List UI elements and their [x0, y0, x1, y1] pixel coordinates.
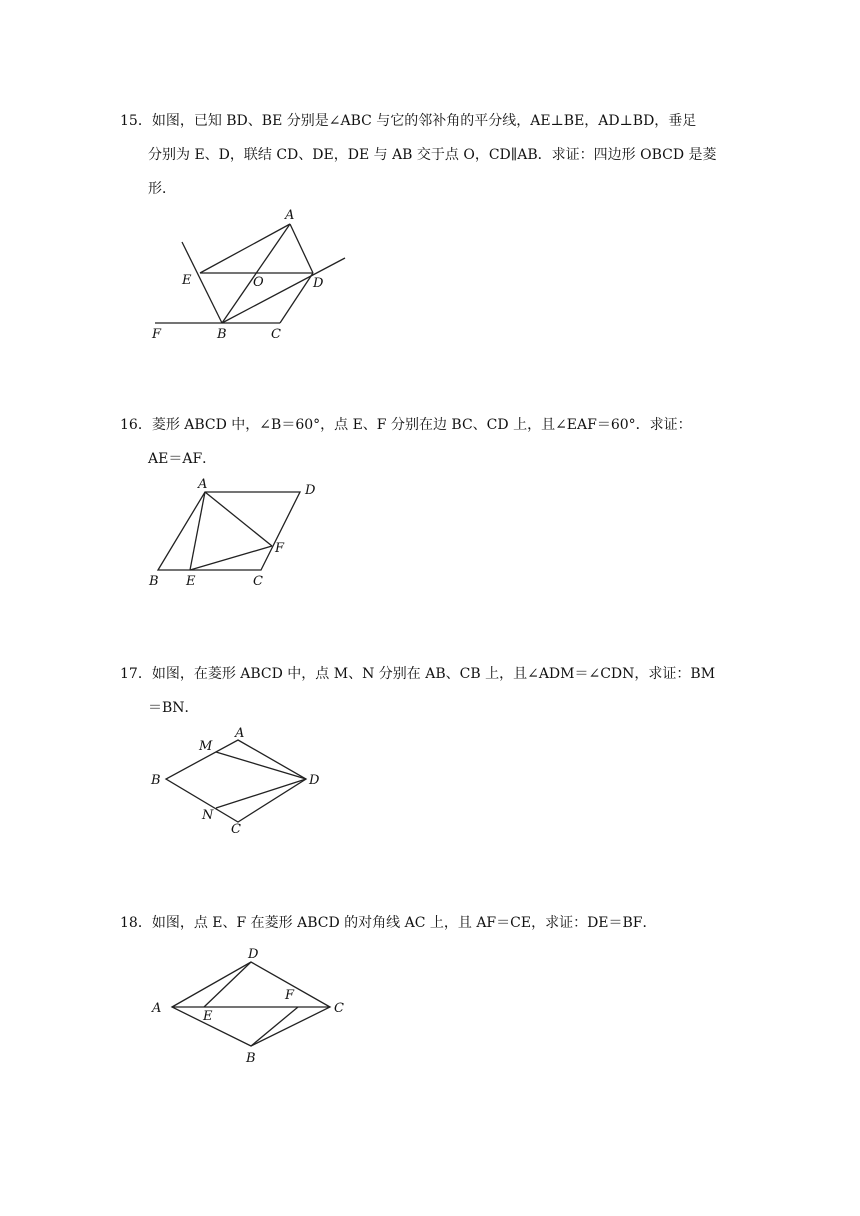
line-ea — [200, 224, 290, 273]
label-a: A — [235, 726, 245, 741]
label-c: C — [334, 1001, 344, 1016]
label-f: F — [285, 988, 295, 1003]
label-f: F — [152, 327, 162, 342]
problem-17 — [120, 657, 740, 725]
problem-16-line-2: AE＝AF． — [148, 451, 217, 467]
line-cd — [280, 273, 313, 323]
label-d: D — [248, 947, 259, 962]
label-e: E — [203, 1009, 213, 1024]
label-e: E — [182, 273, 192, 288]
line-af — [205, 492, 272, 546]
label-a: A — [152, 1001, 162, 1016]
problem-15-line-2: 分别为 E、D，联结 CD、DE，DE 与 AB 交于点 O，CD∥AB．求证：四边形 OBCD 是菱 — [148, 147, 717, 163]
problem-18-figure — [140, 940, 360, 1075]
label-c: C — [253, 574, 263, 589]
problem-16-figure — [140, 474, 340, 594]
label-o: O — [253, 275, 264, 290]
problem-15-line-1: 15．如图，已知 BD、BE 分别是∠ABC 与它的邻补角的平分线，AE⊥BE，AD⊥BD，垂足 — [120, 113, 697, 129]
problem-16 — [120, 408, 740, 476]
problem-17-line-1: 17．如图，在菱形 ABCD 中，点 M、N 分别在 AB、CB 上，且∠ADM＝∠CDN，求证：BM — [120, 666, 716, 682]
label-d: D — [305, 483, 316, 498]
label-a: A — [198, 477, 208, 492]
label-d: D — [313, 276, 324, 291]
label-c: C — [231, 822, 241, 837]
label-b: B — [246, 1051, 256, 1066]
label-e: E — [186, 574, 196, 589]
line-dn — [216, 779, 306, 808]
rhombus-abcd — [172, 962, 330, 1046]
problem-17-line-2: ＝BN． — [148, 700, 199, 716]
problem-17-figure — [140, 722, 340, 842]
problem-15-figure — [140, 200, 360, 350]
label-b: B — [151, 773, 161, 788]
label-n: N — [202, 808, 214, 823]
problem-16-line-1: 16．菱形 ABCD 中，∠B＝60°，点 E、F 分别在边 BC、CD 上，且∠EAF＝60°．求证： — [120, 417, 692, 433]
line-ef — [190, 546, 272, 570]
problem-15 — [120, 104, 740, 206]
line-ad — [290, 224, 313, 273]
line-bd-ext — [222, 258, 345, 323]
problem-18-line-1: 18．如图，点 E、F 在菱形 ABCD 的对角线 AC 上，且 AF＝CE，求证：DE＝BF． — [120, 915, 657, 931]
rhombus-abcd — [166, 740, 306, 822]
problem-18 — [120, 906, 740, 940]
label-d: D — [309, 773, 320, 788]
label-m: M — [199, 739, 213, 754]
label-a: A — [285, 208, 295, 223]
label-c: C — [271, 327, 281, 342]
label-b: B — [149, 574, 159, 589]
line-dm — [216, 752, 306, 779]
label-b: B — [217, 327, 227, 342]
problem-15-line-3: 形． — [148, 181, 176, 197]
label-f: F — [275, 541, 285, 556]
